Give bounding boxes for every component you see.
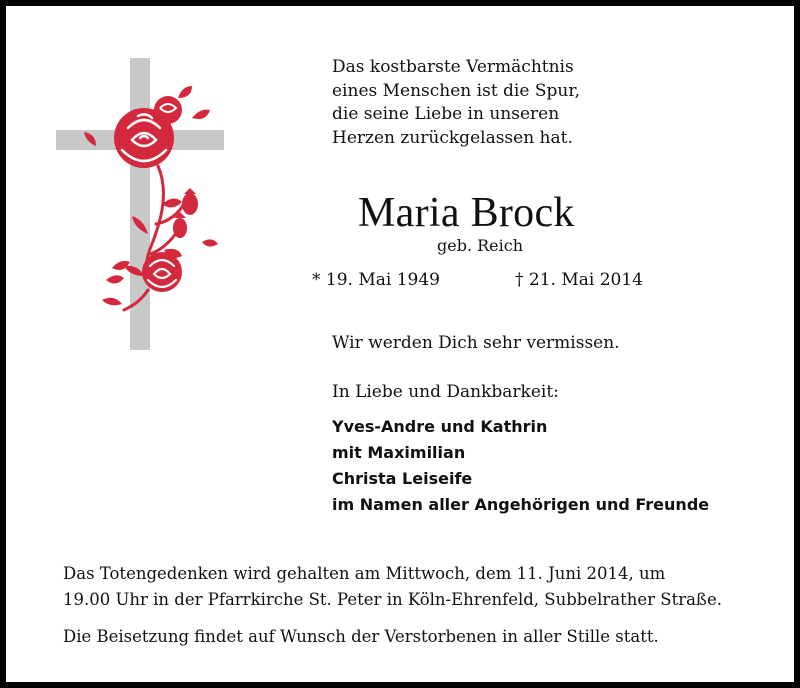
quote-line: die seine Liebe in unseren: [332, 104, 560, 124]
missing-text: Wir werden Dich sehr vermissen.: [332, 333, 620, 353]
birth-date: * 19. Mai 1949: [312, 270, 440, 290]
deceased-name: Maria Brock: [358, 190, 575, 236]
burial-text: Die Beisetzung findet auf Wunsch der Verstorbenen in aller Stille statt.: [63, 627, 659, 646]
mourner-line: Yves-Andre und Kathrin: [332, 417, 548, 436]
memorial-service-line-2: 19.00 Uhr in der Pfarrkirche St. Peter in Köln-Ehrenfeld, Subbelrather Straße.: [63, 590, 722, 609]
memorial-service-line-1: Das Totengedenken wird gehalten am Mittwoch, dem 11. Juni 2014, um: [63, 564, 666, 583]
quote-line: Herzen zurückgelassen hat.: [332, 127, 573, 148]
mourner-line: mit Maximilian: [332, 443, 466, 462]
rose-small-top: [154, 96, 182, 124]
quote-line: eines Menschen ist die Spur,: [332, 80, 580, 101]
mourners-list: [332, 414, 709, 518]
death-date: † 21. Mai 2014: [515, 270, 643, 290]
birth-name: geb. Reich: [437, 236, 524, 255]
rose-lower: [142, 252, 182, 292]
memorial-quote: [332, 56, 732, 150]
mourner-line: im Namen aller Angehörigen und Freunde: [332, 495, 710, 514]
gratitude-text: In Liebe und Dankbarkeit:: [332, 382, 559, 402]
mourner-line: Christa Leiseife: [332, 469, 473, 488]
quote-line: Das kostbarste Vermächtnis: [332, 57, 574, 77]
cross-with-roses-icon: [52, 54, 232, 354]
